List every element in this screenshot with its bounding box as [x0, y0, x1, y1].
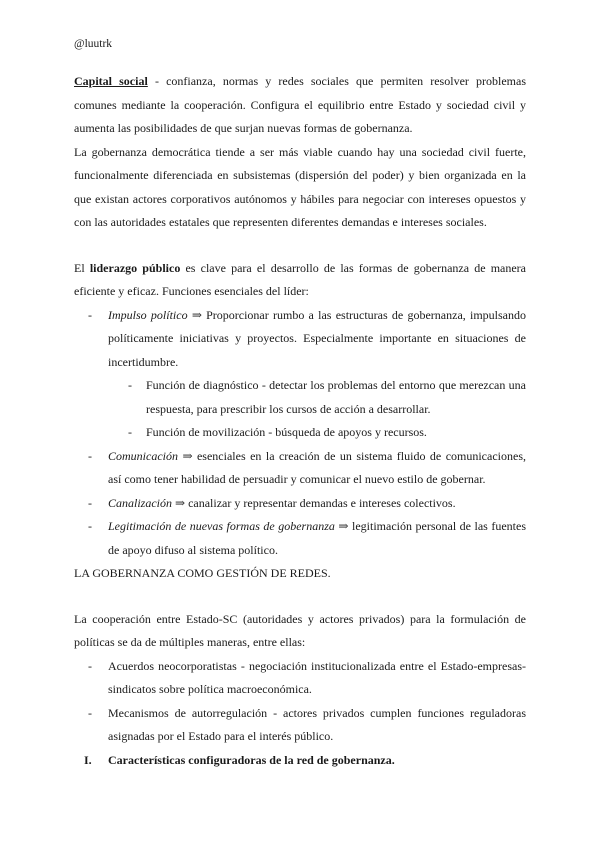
liderazgo-term: liderazgo público	[89, 260, 181, 275]
list-item: - Impulso político ⇒ Proporcionar rumbo a las estructuras de gobernanza, impulsando políticamente iniciativas y proyectos. Especialmente importante en situaciones de incertidumbre.	[88, 307, 527, 369]
list-item: - Comunicación ⇒ esenciales en la creación de un sistema fluido de comunicaciones, así como tener habilidad de persuadir y comunicar el nuevo estilo de gobernar.	[88, 448, 526, 486]
sub-list-item: - Función de movilización - búsqueda de apoyos y recursos.	[128, 425, 427, 439]
cooperacion-paragraph: La cooperación entre Estado-SC (autoridades y actores privados) para la formulación de políticas se da de múltiples maneras, entre ellas:	[74, 611, 526, 649]
capital-social-text: - confianza, normas y redes sociales que permiten resolver problemas comunes mediante la cooperación. Configura el equilibrio entre Estado y sociedad civil y aumenta las posibilidades de que surjan nuevas formas de gobernanza.	[74, 74, 527, 135]
capital-social-paragraph	[74, 70, 526, 141]
list-item: - Legitimación de nuevas formas de gobernanza ⇒ legitimación personal de las fuentes de apoyo difuso al sistema político.	[88, 519, 527, 557]
capital-social-term: Capital social	[74, 74, 148, 88]
liderazgo-paragraph: El liderazgo público es clave para el desarrollo de las formas de gobernanza de manera eficiente y eficaz. Funciones esenciales del líder:	[74, 260, 527, 298]
gobernanza-paragraph: La gobernanza democrática tiende a ser más viable cuando hay una sociedad civil fuerte, funcionalmente diferenciada en subsistemas (dispersión del poder) y bien organizada en la que existan actores corporativos autónomos y hábiles para negociar con intereses opuestos y con las autoridades estatales que representen diferentes demandas e intereses sociales.	[74, 144, 526, 229]
author-handle: @luutrk	[74, 38, 113, 50]
list-item: - Canalización ⇒ canalizar y representar demandas e intereses colectivos.	[88, 495, 456, 510]
list-item: - Acuerdos neocorporatistas - negociación institucionalizada entre el Estado-empresas-sindicatos sobre política macroeconómica.	[88, 658, 526, 696]
numbered-heading: I. Características configuradoras de la red de gobernanza.	[84, 752, 395, 767]
list-item: - Mecanismos de autorregulación - actores privados cumplen funciones reguladoras asignadas por el Estado para el interés público.	[88, 705, 526, 743]
section-heading: LA GOBERNANZA COMO GESTIÓN DE REDES.	[74, 566, 331, 580]
document-body	[74, 70, 526, 772]
sub-list-item: - Función de diagnóstico - detectar los problemas del entorno que merezcan una respuesta, para prescribir los cursos de acción a desarrollar.	[128, 378, 526, 416]
